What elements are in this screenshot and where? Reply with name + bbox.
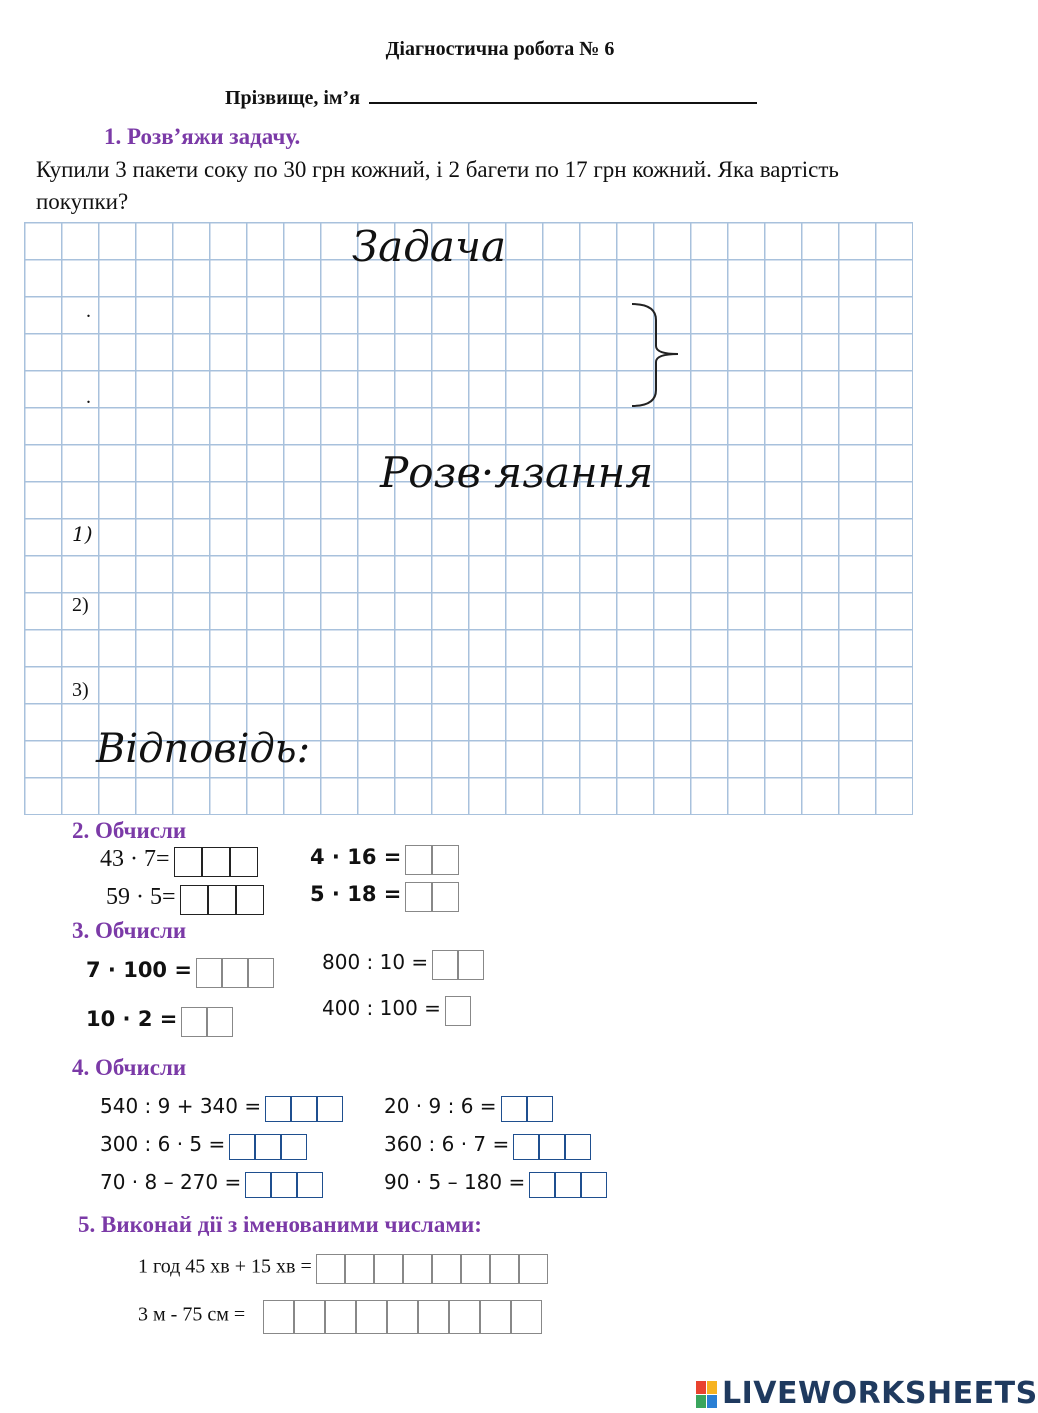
expr: 3 м - 75 см = xyxy=(138,1303,246,1326)
task2-row-1 xyxy=(100,846,258,877)
step-1-label: 1) xyxy=(72,522,93,546)
task4-row-2 xyxy=(100,1132,307,1160)
task3-row-2 xyxy=(86,1007,233,1037)
expr: 90 · 5 – 180 = xyxy=(384,1170,526,1194)
answer-boxes[interactable] xyxy=(316,1254,548,1284)
brace-icon xyxy=(628,300,688,410)
answer-boxes[interactable] xyxy=(196,958,274,988)
answer-boxes[interactable] xyxy=(513,1134,591,1160)
task3-heading: 3. Обчисли xyxy=(72,918,187,943)
expr: 59 · 5= xyxy=(106,884,176,910)
answer-boxes[interactable] xyxy=(405,845,459,875)
expr: 800 : 10 = xyxy=(322,950,429,974)
answer-boxes[interactable] xyxy=(229,1134,307,1160)
task1-heading: 1. Розв’яжи задачу. xyxy=(104,124,301,149)
answer-boxes[interactable] xyxy=(432,950,484,980)
name-label: Прізвище, ім’я xyxy=(225,87,361,109)
answer-label: Відповідь: xyxy=(96,726,311,772)
task4-row-5 xyxy=(384,1132,591,1160)
answer-boxes[interactable] xyxy=(245,1172,323,1198)
expr: 540 : 9 + 340 = xyxy=(100,1094,262,1118)
task5-heading: 5. Виконай дії з іменованими числами: xyxy=(78,1212,482,1237)
logo-icon xyxy=(696,1381,718,1409)
answer-boxes[interactable] xyxy=(501,1096,553,1122)
task4-row-6 xyxy=(384,1170,607,1198)
task3-row-1 xyxy=(86,958,274,988)
expr: 1 год 45 хв + 15 хв = xyxy=(138,1255,312,1278)
task2-heading: 2. Обчисли xyxy=(72,818,187,843)
expr: 5 · 18 = xyxy=(310,882,402,906)
expr: 300 : 6 · 5 = xyxy=(100,1132,226,1156)
expr: 20 · 9 : 6 = xyxy=(384,1094,497,1118)
expr: 10 · 2 = xyxy=(86,1007,178,1031)
task4-heading: 4. Обчисли xyxy=(72,1055,187,1080)
step-2-label: 2) xyxy=(72,594,89,616)
task5-row-1 xyxy=(138,1254,548,1284)
name-row xyxy=(225,82,757,110)
task3-row-3 xyxy=(322,950,484,980)
expr: 70 · 8 – 270 = xyxy=(100,1170,242,1194)
grid-heading-task: Задача xyxy=(352,222,507,271)
answer-boxes[interactable] xyxy=(445,996,471,1026)
logo-text: LIVEWORKSHEETS xyxy=(722,1376,1038,1411)
liveworksheets-logo xyxy=(696,1376,1038,1411)
answer-boxes[interactable] xyxy=(181,1007,233,1037)
step-3-label: 3) xyxy=(72,679,89,701)
task2-row-4 xyxy=(310,882,459,912)
task2-row-3 xyxy=(310,845,459,875)
expr: 43 · 7= xyxy=(100,846,170,872)
grid-dot-1: . xyxy=(86,300,91,322)
task3-row-4 xyxy=(322,996,471,1026)
task4-row-3 xyxy=(100,1170,323,1198)
answer-boxes[interactable] xyxy=(405,882,459,912)
worksheet-title: Діагностична робота № 6 xyxy=(385,38,615,60)
answer-boxes[interactable] xyxy=(174,847,258,877)
answer-boxes[interactable] xyxy=(263,1300,542,1334)
answer-boxes[interactable] xyxy=(180,885,264,915)
expr: 400 : 100 = xyxy=(322,996,441,1020)
name-input-line[interactable] xyxy=(369,82,757,104)
task4-row-1 xyxy=(100,1094,343,1122)
expr: 7 · 100 = xyxy=(86,958,192,982)
task4-row-4 xyxy=(384,1094,553,1122)
task2-row-2 xyxy=(106,884,264,915)
grid-heading-solution: Розв·язання xyxy=(380,448,654,497)
task1-problem-text: Купили 3 пакети соку по 30 грн кожний, і 2 багети по 17 грн кожний. Яка вартість покупки? xyxy=(36,157,839,214)
expr: 4 · 16 = xyxy=(310,845,402,869)
task5-row-2 xyxy=(138,1300,542,1334)
answer-boxes[interactable] xyxy=(265,1096,343,1122)
answer-boxes[interactable] xyxy=(529,1172,607,1198)
expr: 360 : 6 · 7 = xyxy=(384,1132,510,1156)
grid-dot-2: . xyxy=(86,386,91,408)
